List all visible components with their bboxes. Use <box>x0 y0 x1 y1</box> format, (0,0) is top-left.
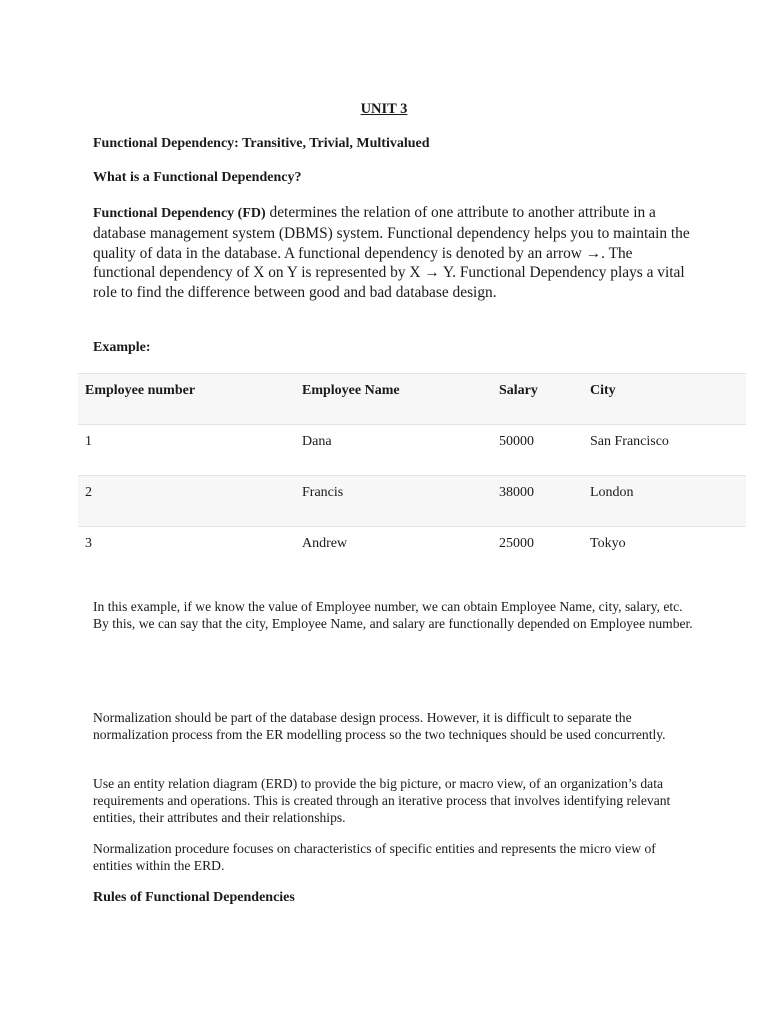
cell-employee-number: 2 <box>85 485 92 500</box>
header-employee-name: Employee Name <box>302 383 400 398</box>
cell-city: Tokyo <box>590 536 626 551</box>
document-subtitle: Functional Dependency: Transitive, Trivial, Multivalued <box>93 136 430 151</box>
cell-salary: 50000 <box>499 434 534 449</box>
header-salary: Salary <box>499 383 538 398</box>
cell-employee-number: 1 <box>85 434 92 449</box>
table-header-row <box>78 374 746 425</box>
header-employee-number: Employee number <box>85 383 196 398</box>
table-row <box>78 425 746 476</box>
table-row <box>78 476 746 527</box>
cell-city: London <box>590 485 634 500</box>
cell-employee-number: 3 <box>85 536 92 551</box>
rules-heading: Rules of Functional Dependencies <box>93 890 295 905</box>
cell-salary: 25000 <box>499 536 534 551</box>
fd-definition-text: determines the relation of one attribute to another attribute in a database management system (DBMS) system. Functional dependency helps you to maintain the quality of data in the database. A functional dependency is denoted by an arrow →. The functional dependency of X on Y is represented by X → Y. Functional Dependency plays a vital role to find the difference between good and bad database design. <box>93 204 690 302</box>
cell-employee-name: Francis <box>302 485 344 500</box>
normalization-paragraph-1: Normalization should be part of the database design process. However, it is difficult to separate the normalization process from the ER modelling process so the two techniques should be used concurrently. <box>93 710 666 742</box>
cell-salary: 38000 <box>499 485 534 500</box>
header-city: City <box>590 383 616 398</box>
example-explanation-paragraph: In this example, if we know the value of Employee number, we can obtain Employee Name, city, salary, etc. By this, we can say that the city, Employee Name, and salary are functionally depended on Employee number. <box>93 599 693 631</box>
cell-employee-name: Andrew <box>302 536 348 551</box>
table-row <box>78 527 746 578</box>
cell-employee-name: Dana <box>302 434 332 449</box>
fd-definition-paragraph <box>93 203 693 303</box>
normalization-paragraph-2: Use an entity relation diagram (ERD) to provide the big picture, or macro view, of an organization’s data requirements and operations. This is created through an iterative process that involves identifying relevant entities, their attributes and their relationships. <box>93 776 671 825</box>
fd-term: Functional Dependency (FD) <box>93 206 266 221</box>
employee-table <box>78 373 746 578</box>
normalization-paragraph-3: Normalization procedure focuses on characteristics of specific entities and represents the micro view of entities within the ERD. <box>93 841 656 873</box>
section-heading-what-is-fd: What is a Functional Dependency? <box>93 170 302 185</box>
unit-title: UNIT 3 <box>360 101 408 117</box>
cell-city: San Francisco <box>590 434 669 449</box>
example-heading: Example: <box>93 340 151 355</box>
